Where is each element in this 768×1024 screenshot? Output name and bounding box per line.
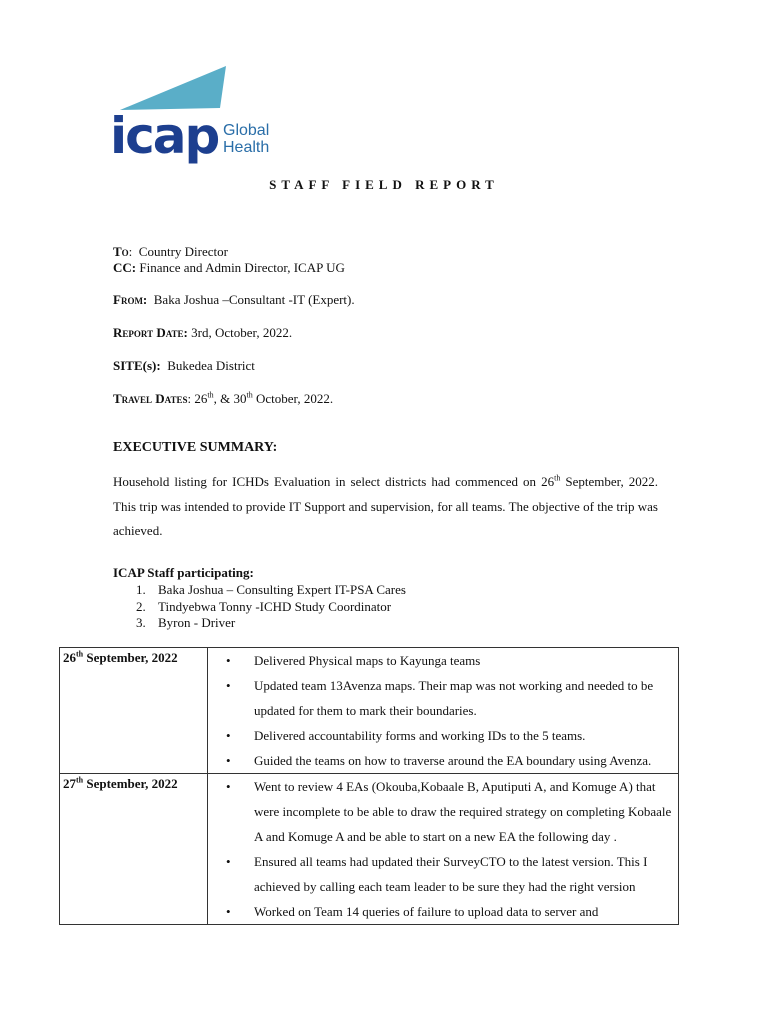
logo-tag-health: Health <box>223 139 270 156</box>
to-value: Country Director <box>138 244 228 259</box>
activity-log-table <box>59 647 679 925</box>
travel-day-1: 26 <box>194 391 208 406</box>
date-cell <box>60 648 208 774</box>
table-row <box>60 774 679 925</box>
site-label: SITE(s): <box>113 358 161 373</box>
site-line <box>113 358 255 374</box>
activity-text: Updated team 13Avenza maps. Their map was not working and needed to be updated for them to mark their boundaries. <box>254 678 654 718</box>
travel-sup-1: th <box>207 390 214 400</box>
bullet-icon: • <box>226 653 231 668</box>
bullet-icon: • <box>226 753 231 768</box>
summary-sup: th <box>554 473 561 483</box>
executive-summary-heading: EXECUTIVE SUMMARY: <box>113 440 278 455</box>
staff-list <box>136 582 406 632</box>
bullet-icon: • <box>226 678 231 693</box>
staff-item <box>136 582 406 599</box>
staff-item <box>136 615 406 632</box>
from-line <box>113 292 355 308</box>
staff-heading: ICAP Staff participating: <box>113 565 254 580</box>
report-title: STAFF FIELD REPORT <box>269 177 499 192</box>
staff-num: 3. <box>136 615 146 630</box>
list-item <box>220 648 674 673</box>
bullet-icon: • <box>226 854 231 869</box>
bullet-icon: • <box>226 728 231 743</box>
staff-text: Baka Joshua – Consulting Expert IT-PSA Cares <box>158 582 406 597</box>
activity-text: Guided the teams on how to traverse around the EA boundary using Avenza. <box>254 753 652 768</box>
list-item <box>220 899 674 924</box>
date-rest: September, 2022 <box>83 650 178 665</box>
date-sup: th <box>76 649 84 659</box>
activity-text: Went to review 4 EAs (Okouba,Kobaale B, Aputiputi A, and Komuge A) that were incomplete to be able to draw the required strategy on completing Kobaale A and Komuge A and be able to start on a new EA the following day . <box>254 779 672 844</box>
activity-text: Delivered Physical maps to Kayunga teams <box>254 653 481 668</box>
cc-value: Finance and Admin Director, ICAP UG <box>139 260 345 275</box>
to-label: To <box>113 244 129 259</box>
report-date-line <box>113 325 292 341</box>
cc-line <box>113 260 345 276</box>
date-day: 26 <box>63 650 76 665</box>
staff-num: 2. <box>136 598 146 614</box>
to-line: To: Country Director <box>113 244 228 259</box>
cc-label: CC: <box>113 260 137 275</box>
from-value: Baka Joshua –Consultant -IT (Expert). <box>153 292 355 307</box>
staff-text: Tindyebwa Tonny -ICHD Study Coordinator <box>158 598 392 614</box>
summary-text-a: Household listing for ICHDs Evaluation in select districts had commenced on 26 <box>113 474 555 489</box>
logo-swoosh-shape <box>120 66 226 110</box>
date-cell <box>60 774 208 925</box>
bullet-icon: • <box>226 779 231 794</box>
date-rest: September, 2022 <box>83 776 178 791</box>
date-day: 27 <box>63 776 76 791</box>
table-row <box>60 648 679 774</box>
list-item <box>220 849 674 899</box>
staff-num: 1. <box>136 582 146 597</box>
date-sup: th <box>76 775 84 785</box>
logo-wordmark: icap <box>110 107 219 164</box>
bullet-icon: • <box>226 904 231 919</box>
list-item <box>220 748 674 773</box>
activity-text: Delivered accountability forms and working IDs to the 5 teams. <box>254 728 586 743</box>
activity-text: Worked on Team 14 queries of failure to upload data to server and <box>254 904 599 919</box>
summary-text-b: September, 2022. This trip was intended to provide IT Support and supervision, for all teams. The objective of the trip was achieved. <box>113 474 658 538</box>
list-item <box>220 774 674 849</box>
logo-tag-global: Global <box>223 122 270 139</box>
travel-dates-line: Travel Dates: 26th, & 30th October, 2022. <box>113 390 334 406</box>
report-date-value: 3rd, October, 2022. <box>191 325 293 340</box>
list-item <box>220 673 674 723</box>
travel-mid: , & 30 <box>213 391 247 406</box>
travel-end: October, 2022. <box>252 391 334 406</box>
report-date-label: Report Date: <box>113 325 188 340</box>
staff-item <box>136 599 406 616</box>
site-value: Bukedea District <box>167 358 255 373</box>
list-item <box>220 723 674 748</box>
activities-cell <box>208 648 679 774</box>
staff-text: Byron - Driver <box>158 615 236 630</box>
travel-dates-label: Travel Dates <box>113 391 188 406</box>
travel-sup-2: th <box>246 390 253 400</box>
from-label: From: <box>113 292 148 307</box>
activities-cell <box>208 774 679 925</box>
icap-logo <box>110 64 280 164</box>
activity-text: Ensured all teams had updated their SurveyCTO to the latest version. This I achieved by calling each team leader to be sure they had the right version <box>254 854 648 894</box>
executive-summary-text <box>113 470 658 544</box>
